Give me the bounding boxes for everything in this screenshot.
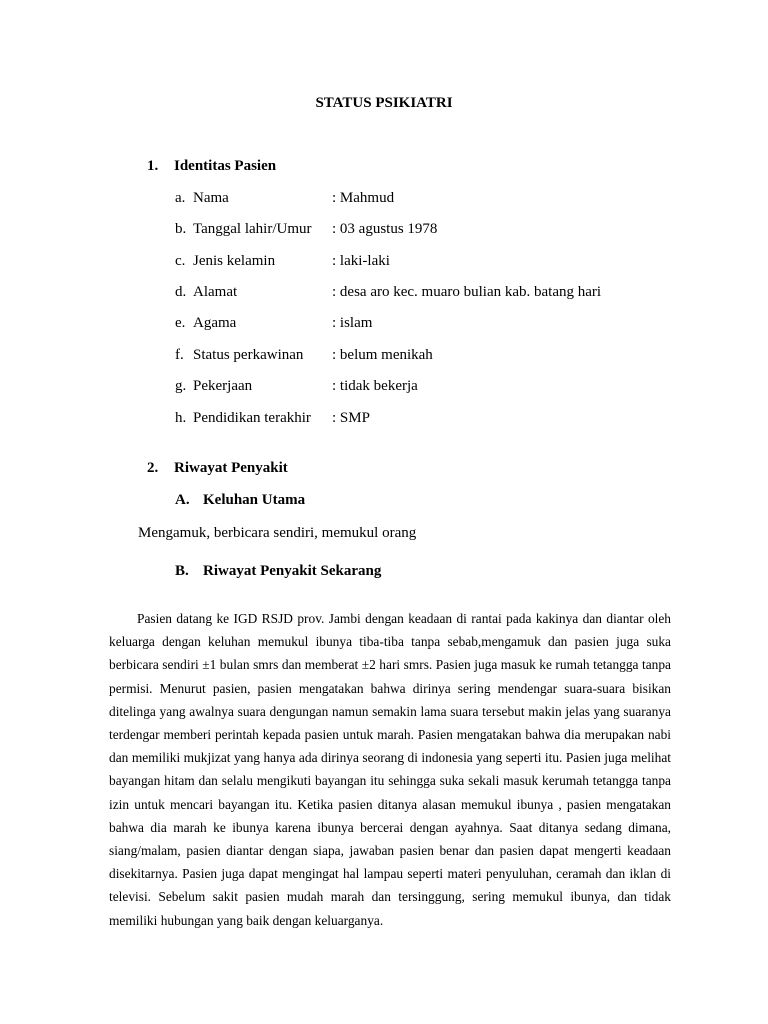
row-letter: g. [175, 378, 187, 394]
complaint-text: Mengamuk, berbicara sendiri, memukul orang [138, 525, 417, 541]
row-value: : SMP [332, 410, 370, 426]
row-value: : belum menikah [332, 347, 433, 363]
row-value: : laki-laki [332, 253, 390, 269]
identity-row-tanggal-lahir [175, 221, 437, 241]
row-letter: h. [175, 410, 187, 426]
row-value: : desa aro kec. muaro bulian kab. batang hari [332, 284, 602, 300]
subsection-letter: B. [175, 563, 189, 579]
identity-row-agama [175, 315, 372, 335]
section-heading: Identitas Pasien [174, 158, 277, 174]
section-number: 2. [147, 460, 159, 476]
subsection-riwayat-penyakit-sekarang [175, 563, 381, 580]
page-title: STATUS PSIKIATRI [315, 95, 453, 111]
subsection-heading: Keluhan Utama [203, 492, 306, 508]
subsection-heading: Riwayat Penyakit Sekarang [203, 563, 382, 579]
row-letter: f. [175, 347, 184, 363]
row-value: : Mahmud [332, 190, 395, 206]
row-letter: e. [175, 315, 186, 331]
section-identitas-pasien [147, 158, 276, 175]
identity-row-status-perkawinan [175, 347, 433, 367]
row-letter: c. [175, 253, 186, 269]
row-value: : 03 agustus 1978 [332, 221, 438, 237]
section-riwayat-penyakit [147, 460, 288, 477]
row-letter: d. [175, 284, 187, 300]
row-value: : islam [332, 315, 373, 331]
row-label: Tanggal lahir/Umur [193, 221, 312, 237]
section-heading: Riwayat Penyakit [174, 460, 288, 476]
identity-row-nama [175, 190, 394, 210]
row-label: Pendidikan terakhir [193, 410, 311, 426]
identity-row-pendidikan-terakhir [175, 410, 370, 430]
row-letter: a. [175, 190, 186, 206]
subsection-keluhan-utama [175, 492, 305, 509]
row-label: Agama [193, 315, 237, 331]
row-label: Status perkawinan [193, 347, 304, 363]
identity-row-alamat [175, 284, 601, 304]
identity-row-jenis-kelamin [175, 253, 390, 273]
section-number: 1. [147, 158, 159, 174]
row-letter: b. [175, 221, 187, 237]
row-value: : tidak bekerja [332, 378, 418, 394]
history-paragraph: Pasien datang ke IGD RSJD prov. Jambi dengan keadaan di rantai pada kakinya dan diantar oleh keluarga dengan keluhan memukul ibunya tiba-tiba tanpa sebab,mengamuk dan pasien juga suka berbicara sendiri ±1 bulan smrs dan memberat ±2 hari smrs. Pasien juga masuk ke rumah tetangga tanpa permisi. Menurut pasien, pasien mengatakan bahwa dirinya sering mendengar suara-suara bisikan ditelinga yang awalnya suara dengungan namun semakin lama suara tersebut makin jelas yang suaranya terdengar memberi perintah kepada pasien untuk marah. Pasien mengatakan bahwa dia merupakan nabi dan memiliki mukjizat yang hanya ada dirinya seorang di indonesia yang seperti itu. Pasien juga melihat bayangan hitam dan selalu mengikuti bayangan itu sehingga suka sekali masuk kerumah tetangga tanpa izin untuk mencari bayangan itu. Ketika pasien ditanya alasan memukul ibunya , pasien mengatakan bahwa dia marah ke ibunya karena ibunya bercerai dengan ayahnya. Saat ditanya sedang dimana, siang/malam, pasien diantar dengan siapa, jawaban pasien benar dan pasien dapat mengerti keadaan disekitarnya. Pasien juga dapat mengingat hal lampau seperti materi penyuluhan, ceramah dan iklan di televisi. Sebelum sakit pasien mudah marah dan tersinggung, sering memukul ibunya, dan tidak memiliki hubungan yang baik dengan keluarganya. [109, 611, 671, 928]
row-label: Alamat [193, 284, 238, 300]
subsection-letter: A. [175, 492, 190, 508]
row-label: Jenis kelamin [193, 253, 276, 269]
row-label: Nama [193, 190, 229, 206]
row-label: Pekerjaan [193, 378, 253, 394]
identity-row-pekerjaan [175, 378, 418, 398]
